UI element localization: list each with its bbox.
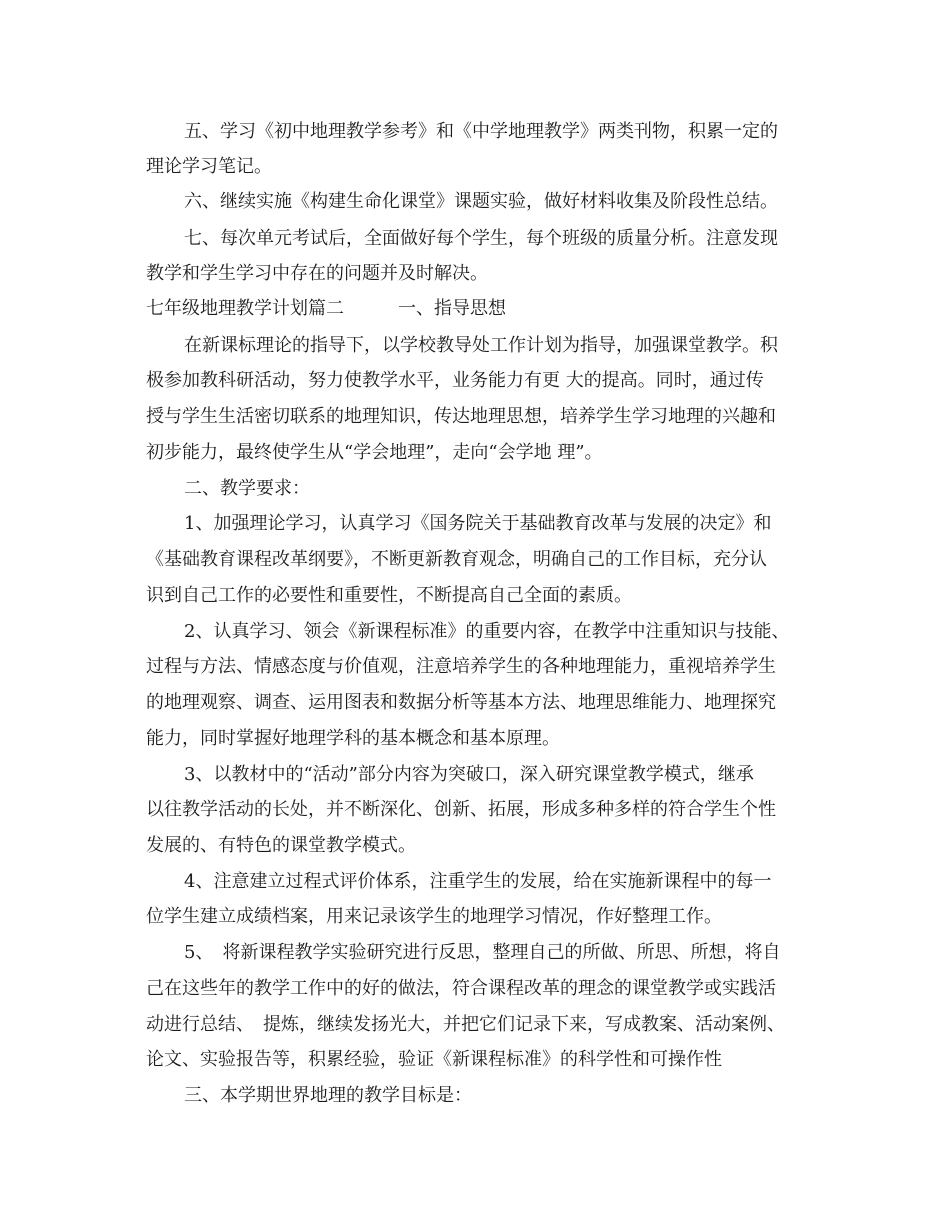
paragraph-line: 过程与方法、情感态度与价值观，注意培养学生的各种地理能力，重视培养学生 [146, 656, 776, 677]
paragraph-line: 2、认真学习、领会《新课程标准》的重要内容，在教学中注重知识与技能、 [184, 621, 790, 642]
paragraph-line: 1、加强理论学习，认真学习《国务院关于基础教育改革与发展的决定》和 [184, 513, 772, 534]
paragraph-line: 五、学习《初中地理教学参考》和《中学地理教学》两类刊物，积累一定的 [184, 121, 778, 142]
paragraph-line: 3、以教材中的“活动”部分内容为突破口，深入研究课堂教学模式，继承 [184, 764, 754, 785]
paragraph-line: 发展的、有特色的课堂教学模式。 [146, 835, 416, 856]
paragraph-line: 位学生建立成绩档案，用来记录该学生的地理学习情况，作好整理工作。 [146, 906, 722, 927]
paragraph-line: 5、 将新课程教学实验研究进行反思，整理自己的所做、所思、所想，将自 [184, 942, 781, 963]
paragraph-line: 理论学习笔记。 [146, 156, 272, 177]
paragraph-line: 识到自己工作的必要性和重要性，不断提高自己全面的素质。 [146, 585, 632, 606]
section-heading: 二、教学要求： [184, 478, 310, 499]
paragraph-line: 教学和学生学习中存在的问题并及时解决。 [146, 263, 488, 284]
paragraph-line: 能力，同时掌握好地理学科的基本概念和基本原理。 [146, 728, 560, 749]
paragraph-line: 在新课标理论的指导下，以学校教导处工作计划为指导，加强课堂教学。积 [184, 335, 778, 356]
paragraph-line: 动进行总结、 提炼，继续发扬光大，并把它们记录下来，写成教案、活动案例、 [146, 1014, 785, 1035]
paragraph-line: 授与学生生活密切联系的地理知识，传达地理思想，培养学生学习地理的兴趣和 [146, 406, 776, 427]
paragraph-line: 初步能力，最终使学生从“学会地理”，走向“会学地 理”。 [146, 442, 603, 463]
paragraph-line: 六、继续实施《构建生命化课堂》课题实验，做好材料收集及阶段性总结。 [184, 191, 778, 212]
paragraph-line: 己在这些年的教学工作中的好的做法，符合课程改革的理念的课堂教学或实践活 [146, 978, 776, 999]
section-heading: 三、本学期世界地理的教学目标是： [184, 1085, 472, 1106]
paragraph-line: 以往教学活动的长处，并不断深化、创新、拓展，形成多种多样的符合学生个性 [146, 799, 776, 820]
section-heading: 七年级地理教学计划篇二 一、指导思想 [146, 298, 506, 319]
paragraph-line: 4、注意建立过程式评价体系，注重学生的发展，给在实施新课程中的每一 [184, 871, 772, 892]
paragraph-line: 七、每次单元考试后，全面做好每个学生，每个班级的质量分析。注意发现 [184, 228, 778, 249]
paragraph-line: 论文、实验报告等，积累经验，验证《新课程标准》的科学性和可操作性 [146, 1049, 722, 1070]
paragraph-line: 的地理观察、调查、运用图表和数据分析等基本方法、地理思维能力、地理探究 [146, 692, 776, 713]
paragraph-line: 《基础教育课程改革纲要》，不断更新教育观念，明确自己的工作目标，充分认 [146, 549, 767, 570]
paragraph-line: 极参加教科研活动，努力使教学水平，业务能力有更 大的提高。同时，通过传 [146, 370, 764, 391]
